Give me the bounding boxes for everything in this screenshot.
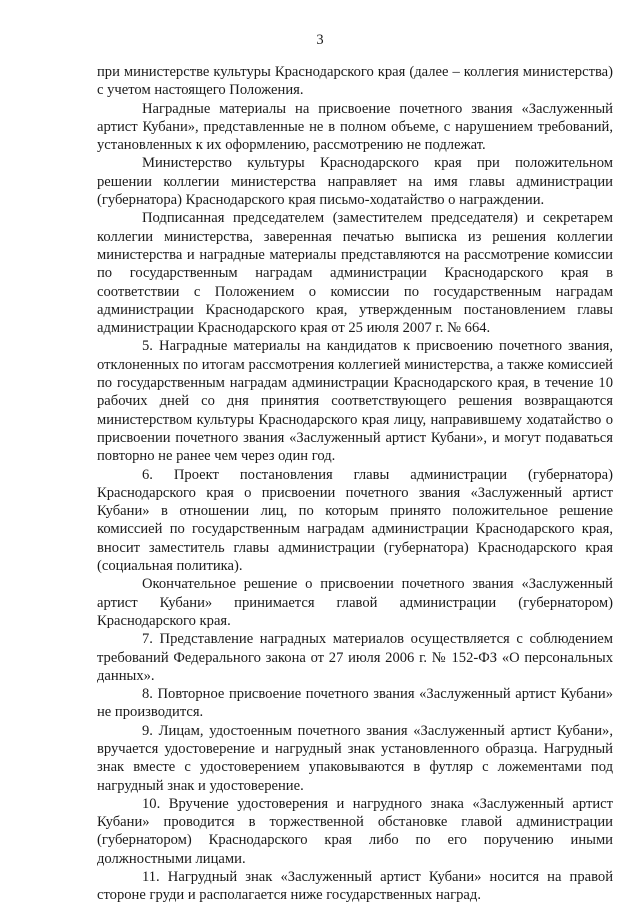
paragraph-collegium-extract: Подписанная председателем (заместителем председателя) и секретарем коллегии министерства, заверенная печатью выписка из решения коллегии министерства и наградные материалы представляются на рассмотрение комиссии по государственным наградам администрации Краснодарского края в соответствии с Положением о комиссии по государственным наградам администрации Краснодарского края, утвержденным постановлением главы администрации Краснодарского края от 25 июля 2007 г. № 664. <box>97 210 613 337</box>
paragraph-item-9: 9. Лицам, удостоенным почетного звания «Заслуженный артист Кубани», вручается удостоверение и нагрудный знак установленного образца. Нагрудный знак вместе с удостоверением упаковываются в футляр с ложементами под нагрудный знак и удостоверение. <box>97 722 613 794</box>
paragraph-item-10: 10. Вручение удостоверения и нагрудного знака «Заслуженный артист Кубани» проводится в торжественной обстановке главой администрации (губернатором) Краснодарского края либо по его поручению иными должностными лицами. <box>97 795 613 867</box>
paragraph-item-7: 7. Представление наградных материалов осуществляется с соблюдением требований Федерального закона от 27 июля 2006 г. № 152-ФЗ «О персональных данных». <box>97 631 613 684</box>
paragraph-incomplete-materials: Наградные материалы на присвоение почетного звания «Заслуженный артист Кубани», представленные не в полном объеме, с нарушением требований, установленных к их оформлению, рассмотрению не подлежат. <box>97 100 613 154</box>
page-number: 3 <box>316 32 324 48</box>
paragraph-item-8: 8. Повторное присвоение почетного звания «Заслуженный артист Кубани» не производится. <box>97 686 613 721</box>
paragraph-final-decision: Окончательное решение о присвоении почетного звания «Заслуженный артист Кубани» принимается главой администрации (губернатором) Краснодарского края. <box>97 576 613 629</box>
document-body <box>97 63 613 905</box>
paragraph-ministry-petition: Министерство культуры Краснодарского края при положительном решении коллегии министерства направляет на имя главы администрации (губернатора) Краснодарского края письмо-ходатайство о награждении. <box>97 155 613 209</box>
paragraph-item-11: 11. Нагрудный знак «Заслуженный артист Кубани» носится на правой стороне груди и располагается ниже государственных наград. <box>97 869 613 904</box>
paragraph-continuation: при министерстве культуры Краснодарского края (далее – коллегия министерства) с учетом настоящего Положения. <box>97 64 613 99</box>
paragraph-item-6: 6. Проект постановления главы администрации (губернатора) Краснодарского края о присвоении почетного звания «Заслуженный артист Кубани» в отношении лиц, по которым принято положительное решение комиссией по государственным наградам администрации Краснодарского края, вносит заместитель главы администрации (губернатора) Краснодарского края (социальная политика). <box>97 466 613 575</box>
paragraph-item-5: 5. Наградные материалы на кандидатов к присвоению почетного звания, отклоненных по итогам рассмотрения коллегией министерства, а также комиссией по государственным наградам администрации Краснодарского края, в течение 10 рабочих дней со дня принятия соответствующего решения возвращаются министерством культуры Краснодарского края лицу, направившему ходатайство о присвоении почетного звания «Заслуженный артист Кубани», и могут подаваться повторно не ранее чем через один год. <box>97 338 613 465</box>
